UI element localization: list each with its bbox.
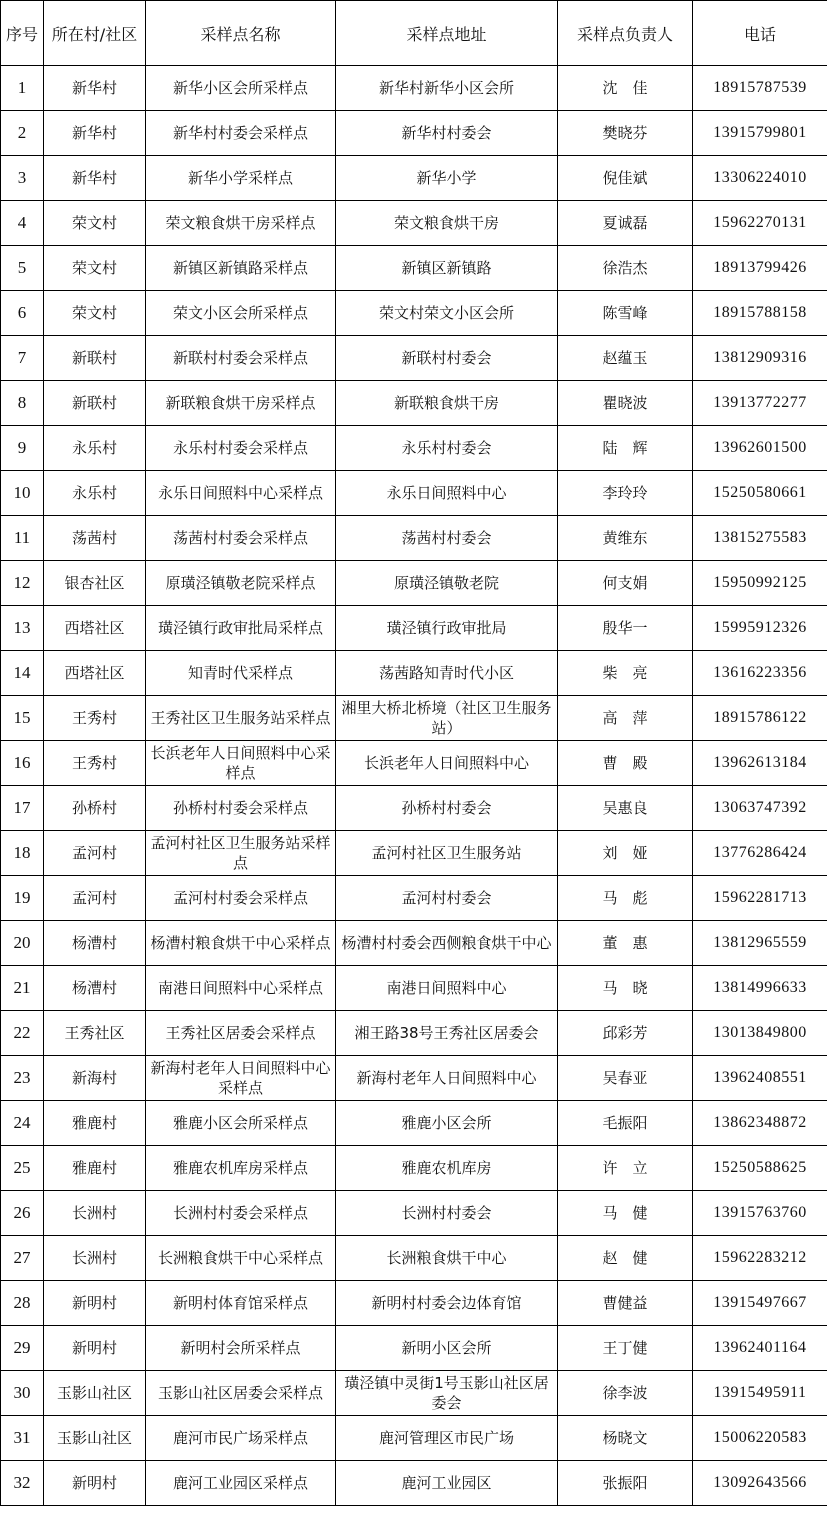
cell-village: 荣文村 xyxy=(44,291,146,336)
cell-address: 新联粮食烘干房 xyxy=(336,381,558,426)
cell-address: 鹿河管理区市民广场 xyxy=(336,1416,558,1461)
cell-village: 新联村 xyxy=(44,336,146,381)
cell-manager: 马 晓 xyxy=(558,966,693,1011)
cell-index: 8 xyxy=(1,381,44,426)
cell-address: 长洲村村委会 xyxy=(336,1191,558,1236)
cell-index: 23 xyxy=(1,1056,44,1101)
cell-phone: 13862348872 xyxy=(693,1101,827,1146)
cell-manager: 刘 娅 xyxy=(558,831,693,876)
cell-phone: 13962601500 xyxy=(693,426,827,471)
cell-manager: 柴 亮 xyxy=(558,651,693,696)
cell-manager: 毛振阳 xyxy=(558,1101,693,1146)
cell-village: 荣文村 xyxy=(44,246,146,291)
cell-index: 2 xyxy=(1,111,44,156)
cell-manager: 何支娟 xyxy=(558,561,693,606)
header-site-name: 采样点名称 xyxy=(146,1,336,66)
cell-address: 湘王路38号王秀社区居委会 xyxy=(336,1011,558,1056)
cell-index: 22 xyxy=(1,1011,44,1056)
table-row xyxy=(1,696,827,741)
cell-village: 孟河村 xyxy=(44,876,146,921)
cell-village: 荣文村 xyxy=(44,201,146,246)
cell-manager: 曹 殿 xyxy=(558,741,693,786)
table-row xyxy=(1,921,827,966)
cell-site-name: 新海村老年人日间照料中心采样点 xyxy=(146,1056,336,1101)
cell-site-name: 荣文粮食烘干房采样点 xyxy=(146,201,336,246)
cell-index: 24 xyxy=(1,1101,44,1146)
cell-index: 9 xyxy=(1,426,44,471)
cell-phone: 18915786122 xyxy=(693,696,827,741)
cell-phone: 15962283212 xyxy=(693,1236,827,1281)
cell-index: 4 xyxy=(1,201,44,246)
cell-phone: 15962281713 xyxy=(693,876,827,921)
cell-manager: 董 惠 xyxy=(558,921,693,966)
cell-address: 永乐日间照料中心 xyxy=(336,471,558,516)
cell-phone: 13815275583 xyxy=(693,516,827,561)
cell-village: 雅鹿村 xyxy=(44,1101,146,1146)
cell-manager: 许 立 xyxy=(558,1146,693,1191)
cell-site-name: 新联粮食烘干房采样点 xyxy=(146,381,336,426)
cell-address: 荣文村荣文小区会所 xyxy=(336,291,558,336)
cell-manager: 瞿晓波 xyxy=(558,381,693,426)
cell-manager: 马 健 xyxy=(558,1191,693,1236)
cell-manager: 徐李波 xyxy=(558,1371,693,1416)
cell-village: 新联村 xyxy=(44,381,146,426)
cell-address: 新联村村委会 xyxy=(336,336,558,381)
cell-manager: 殷华一 xyxy=(558,606,693,651)
cell-site-name: 原璜泾镇敬老院采样点 xyxy=(146,561,336,606)
cell-index: 29 xyxy=(1,1326,44,1371)
cell-address: 雅鹿小区会所 xyxy=(336,1101,558,1146)
cell-address: 新明小区会所 xyxy=(336,1326,558,1371)
header-phone: 电话 xyxy=(693,1,827,66)
header-village: 所在村/社区 xyxy=(44,1,146,66)
cell-phone: 13814996633 xyxy=(693,966,827,1011)
cell-site-name: 长洲粮食烘干中心采样点 xyxy=(146,1236,336,1281)
cell-manager: 倪佳斌 xyxy=(558,156,693,201)
table-row xyxy=(1,561,827,606)
cell-village: 新明村 xyxy=(44,1461,146,1506)
table-row xyxy=(1,1146,827,1191)
cell-phone: 15962270131 xyxy=(693,201,827,246)
cell-village: 新海村 xyxy=(44,1056,146,1101)
cell-manager: 徐浩杰 xyxy=(558,246,693,291)
cell-address: 孟河村社区卫生服务站 xyxy=(336,831,558,876)
table-row xyxy=(1,876,827,921)
cell-address: 永乐村村委会 xyxy=(336,426,558,471)
cell-village: 荡茜村 xyxy=(44,516,146,561)
cell-address: 新海村老年人日间照料中心 xyxy=(336,1056,558,1101)
cell-manager: 邱彩芳 xyxy=(558,1011,693,1056)
cell-site-name: 新联村村委会采样点 xyxy=(146,336,336,381)
cell-address: 长浜老年人日间照料中心 xyxy=(336,741,558,786)
cell-manager: 赵蕴玉 xyxy=(558,336,693,381)
cell-index: 12 xyxy=(1,561,44,606)
cell-address: 璜泾镇行政审批局 xyxy=(336,606,558,651)
cell-phone: 15006220583 xyxy=(693,1416,827,1461)
table-row xyxy=(1,831,827,876)
cell-address: 孙桥村村委会 xyxy=(336,786,558,831)
cell-village: 新明村 xyxy=(44,1326,146,1371)
table-row xyxy=(1,111,827,156)
cell-site-name: 南港日间照料中心采样点 xyxy=(146,966,336,1011)
cell-village: 杨漕村 xyxy=(44,966,146,1011)
cell-site-name: 永乐村村委会采样点 xyxy=(146,426,336,471)
cell-index: 5 xyxy=(1,246,44,291)
cell-phone: 13812909316 xyxy=(693,336,827,381)
header-index: 序号 xyxy=(1,1,44,66)
cell-phone: 13913772277 xyxy=(693,381,827,426)
cell-index: 1 xyxy=(1,66,44,111)
cell-index: 28 xyxy=(1,1281,44,1326)
table-row xyxy=(1,291,827,336)
table-body xyxy=(1,66,827,1506)
cell-village: 杨漕村 xyxy=(44,921,146,966)
cell-manager: 沈 佳 xyxy=(558,66,693,111)
cell-village: 新华村 xyxy=(44,66,146,111)
cell-site-name: 雅鹿农机库房采样点 xyxy=(146,1146,336,1191)
cell-phone: 13915763760 xyxy=(693,1191,827,1236)
cell-manager: 吴春亚 xyxy=(558,1056,693,1101)
cell-manager: 杨晓文 xyxy=(558,1416,693,1461)
table-row xyxy=(1,1371,827,1416)
header-manager: 采样点负责人 xyxy=(558,1,693,66)
cell-address: 湘里大桥北桥境（社区卫生服务站） xyxy=(336,696,558,741)
cell-village: 雅鹿村 xyxy=(44,1146,146,1191)
cell-village: 西塔社区 xyxy=(44,606,146,651)
cell-village: 孙桥村 xyxy=(44,786,146,831)
cell-manager: 马 彪 xyxy=(558,876,693,921)
table-row xyxy=(1,1056,827,1101)
cell-address: 原璜泾镇敬老院 xyxy=(336,561,558,606)
table-row xyxy=(1,651,827,696)
cell-phone: 18913799426 xyxy=(693,246,827,291)
cell-index: 32 xyxy=(1,1461,44,1506)
table-row xyxy=(1,516,827,561)
cell-village: 王秀村 xyxy=(44,696,146,741)
cell-index: 14 xyxy=(1,651,44,696)
table-row xyxy=(1,1191,827,1236)
cell-site-name: 王秀社区居委会采样点 xyxy=(146,1011,336,1056)
cell-phone: 13616223356 xyxy=(693,651,827,696)
cell-address: 荡茜村村委会 xyxy=(336,516,558,561)
cell-address: 鹿河工业园区 xyxy=(336,1461,558,1506)
cell-phone: 13915495911 xyxy=(693,1371,827,1416)
cell-index: 3 xyxy=(1,156,44,201)
cell-phone: 13962401164 xyxy=(693,1326,827,1371)
cell-address: 荡茜路知青时代小区 xyxy=(336,651,558,696)
cell-site-name: 玉影山社区居委会采样点 xyxy=(146,1371,336,1416)
table-row xyxy=(1,1101,827,1146)
cell-site-name: 璜泾镇行政审批局采样点 xyxy=(146,606,336,651)
cell-village: 新华村 xyxy=(44,156,146,201)
cell-index: 11 xyxy=(1,516,44,561)
cell-village: 王秀村 xyxy=(44,741,146,786)
cell-index: 19 xyxy=(1,876,44,921)
cell-index: 7 xyxy=(1,336,44,381)
table-row xyxy=(1,966,827,1011)
cell-site-name: 杨漕村粮食烘干中心采样点 xyxy=(146,921,336,966)
cell-site-name: 雅鹿小区会所采样点 xyxy=(146,1101,336,1146)
cell-site-name: 长洲村村委会采样点 xyxy=(146,1191,336,1236)
cell-site-name: 长浜老年人日间照料中心采样点 xyxy=(146,741,336,786)
cell-village: 永乐村 xyxy=(44,426,146,471)
cell-manager: 王丁健 xyxy=(558,1326,693,1371)
cell-address: 新华小学 xyxy=(336,156,558,201)
cell-phone: 13915497667 xyxy=(693,1281,827,1326)
table-row xyxy=(1,1416,827,1461)
cell-address: 长洲粮食烘干中心 xyxy=(336,1236,558,1281)
cell-manager: 黄维东 xyxy=(558,516,693,561)
cell-manager: 李玲玲 xyxy=(558,471,693,516)
table-row xyxy=(1,156,827,201)
cell-village: 长洲村 xyxy=(44,1191,146,1236)
table-row xyxy=(1,606,827,651)
table-row xyxy=(1,336,827,381)
cell-address: 南港日间照料中心 xyxy=(336,966,558,1011)
cell-site-name: 鹿河市民广场采样点 xyxy=(146,1416,336,1461)
table-row xyxy=(1,1461,827,1506)
cell-village: 王秀社区 xyxy=(44,1011,146,1056)
cell-village: 长洲村 xyxy=(44,1236,146,1281)
cell-manager: 曹健益 xyxy=(558,1281,693,1326)
table-row xyxy=(1,786,827,831)
table-row xyxy=(1,1326,827,1371)
cell-site-name: 孟河村社区卫生服务站采样点 xyxy=(146,831,336,876)
cell-phone: 13063747392 xyxy=(693,786,827,831)
table-row xyxy=(1,471,827,516)
cell-manager: 陆 辉 xyxy=(558,426,693,471)
cell-phone: 13915799801 xyxy=(693,111,827,156)
cell-phone: 15250588625 xyxy=(693,1146,827,1191)
cell-phone: 13812965559 xyxy=(693,921,827,966)
table-row xyxy=(1,426,827,471)
table-row xyxy=(1,1281,827,1326)
table-row xyxy=(1,1236,827,1281)
cell-site-name: 新华小学采样点 xyxy=(146,156,336,201)
cell-village: 孟河村 xyxy=(44,831,146,876)
cell-village: 新明村 xyxy=(44,1281,146,1326)
cell-manager: 张振阳 xyxy=(558,1461,693,1506)
cell-index: 20 xyxy=(1,921,44,966)
cell-phone: 18915788158 xyxy=(693,291,827,336)
cell-phone: 13092643566 xyxy=(693,1461,827,1506)
cell-index: 17 xyxy=(1,786,44,831)
cell-manager: 赵 健 xyxy=(558,1236,693,1281)
cell-phone: 13776286424 xyxy=(693,831,827,876)
cell-phone: 13013849800 xyxy=(693,1011,827,1056)
cell-phone: 18915787539 xyxy=(693,66,827,111)
header-row xyxy=(1,1,827,66)
cell-address: 杨漕村村委会西侧粮食烘干中心 xyxy=(336,921,558,966)
cell-index: 25 xyxy=(1,1146,44,1191)
cell-address: 新镇区新镇路 xyxy=(336,246,558,291)
cell-address: 荣文粮食烘干房 xyxy=(336,201,558,246)
cell-site-name: 鹿河工业园区采样点 xyxy=(146,1461,336,1506)
cell-manager: 夏诚磊 xyxy=(558,201,693,246)
cell-address: 璜泾镇中灵街1号玉影山社区居委会 xyxy=(336,1371,558,1416)
cell-village: 永乐村 xyxy=(44,471,146,516)
cell-manager: 吴惠良 xyxy=(558,786,693,831)
table-row xyxy=(1,201,827,246)
table-row xyxy=(1,246,827,291)
cell-village: 玉影山社区 xyxy=(44,1416,146,1461)
cell-index: 6 xyxy=(1,291,44,336)
cell-index: 26 xyxy=(1,1191,44,1236)
cell-manager: 高 萍 xyxy=(558,696,693,741)
cell-manager: 樊晓芬 xyxy=(558,111,693,156)
header-address: 采样点地址 xyxy=(336,1,558,66)
cell-phone: 15250580661 xyxy=(693,471,827,516)
table-row xyxy=(1,66,827,111)
table-row xyxy=(1,381,827,426)
cell-site-name: 知青时代采样点 xyxy=(146,651,336,696)
cell-site-name: 荡茜村村委会采样点 xyxy=(146,516,336,561)
cell-site-name: 孟河村村委会采样点 xyxy=(146,876,336,921)
cell-village: 新华村 xyxy=(44,111,146,156)
cell-site-name: 孙桥村村委会采样点 xyxy=(146,786,336,831)
cell-phone: 13306224010 xyxy=(693,156,827,201)
cell-index: 31 xyxy=(1,1416,44,1461)
cell-site-name: 新明村会所采样点 xyxy=(146,1326,336,1371)
table-row xyxy=(1,1011,827,1056)
cell-index: 27 xyxy=(1,1236,44,1281)
cell-site-name: 新镇区新镇路采样点 xyxy=(146,246,336,291)
cell-index: 30 xyxy=(1,1371,44,1416)
cell-address: 新明村村委会边体育馆 xyxy=(336,1281,558,1326)
cell-index: 13 xyxy=(1,606,44,651)
cell-site-name: 新华村村委会采样点 xyxy=(146,111,336,156)
cell-address: 雅鹿农机库房 xyxy=(336,1146,558,1191)
cell-manager: 陈雪峰 xyxy=(558,291,693,336)
cell-index: 16 xyxy=(1,741,44,786)
cell-index: 18 xyxy=(1,831,44,876)
cell-index: 21 xyxy=(1,966,44,1011)
cell-index: 15 xyxy=(1,696,44,741)
cell-phone: 13962613184 xyxy=(693,741,827,786)
cell-village: 银杏社区 xyxy=(44,561,146,606)
cell-site-name: 荣文小区会所采样点 xyxy=(146,291,336,336)
cell-address: 孟河村村委会 xyxy=(336,876,558,921)
cell-index: 10 xyxy=(1,471,44,516)
cell-address: 新华村新华小区会所 xyxy=(336,66,558,111)
cell-site-name: 新明村体育馆采样点 xyxy=(146,1281,336,1326)
cell-site-name: 王秀社区卫生服务站采样点 xyxy=(146,696,336,741)
cell-site-name: 新华小区会所采样点 xyxy=(146,66,336,111)
cell-phone: 15995912326 xyxy=(693,606,827,651)
cell-site-name: 永乐日间照料中心采样点 xyxy=(146,471,336,516)
table-row xyxy=(1,741,827,786)
cell-phone: 15950992125 xyxy=(693,561,827,606)
cell-village: 西塔社区 xyxy=(44,651,146,696)
cell-address: 新华村村委会 xyxy=(336,111,558,156)
cell-phone: 13962408551 xyxy=(693,1056,827,1101)
cell-village: 玉影山社区 xyxy=(44,1371,146,1416)
